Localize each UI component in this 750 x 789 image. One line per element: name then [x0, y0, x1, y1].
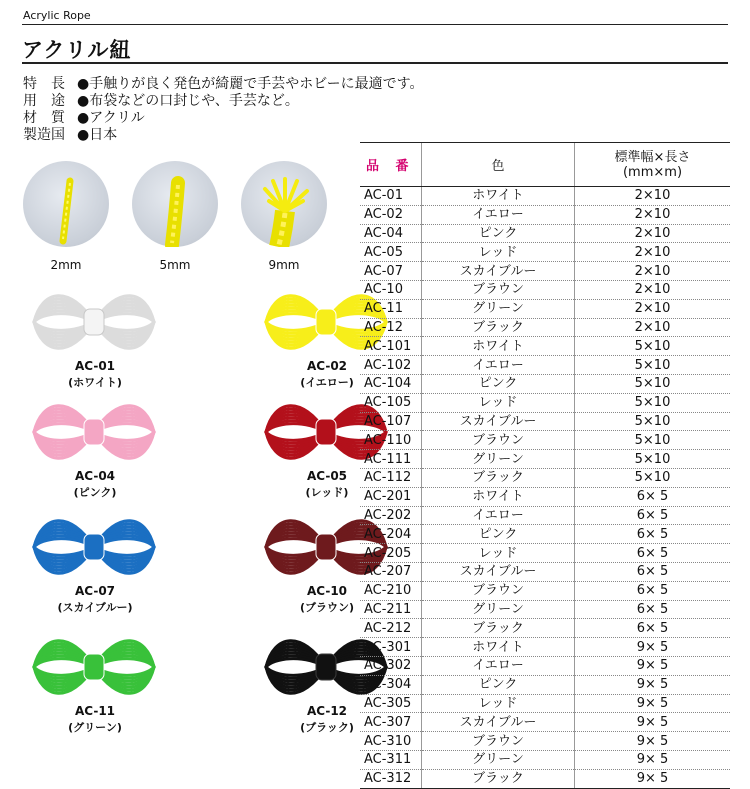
- size-cell: 2×10: [575, 224, 731, 243]
- product-code-cell: AC-304: [360, 675, 422, 694]
- table-row: [360, 318, 730, 337]
- size-cell: 5×10: [575, 374, 731, 393]
- product-code-cell: AC-205: [360, 544, 422, 563]
- product-color-label: (ホワイト): [68, 376, 122, 389]
- rope-9mm-icon: [241, 161, 327, 247]
- header-divider: [22, 24, 728, 25]
- color-cell: ホワイト: [422, 187, 575, 206]
- table-row: [360, 525, 730, 544]
- size-cell: 2×10: [575, 262, 731, 281]
- size-cell: 5×10: [575, 337, 731, 356]
- rope-bundle-icon: [20, 395, 170, 470]
- product-code-cell: AC-101: [360, 337, 422, 356]
- spec-value: ●布袋などの口封じや、手芸など。: [77, 93, 299, 109]
- product-code-cell: AC-02: [360, 205, 422, 224]
- size-cell: 2×10: [575, 205, 731, 224]
- size-cell: 5×10: [575, 356, 731, 375]
- product-color-label: (スカイブルー): [57, 601, 133, 614]
- spec-row-usage: [23, 93, 424, 110]
- table-row: [360, 224, 730, 243]
- column-header-size: [575, 143, 731, 187]
- product-code-cell: AC-312: [360, 769, 422, 788]
- color-cell: グリーン: [422, 750, 575, 769]
- table-row: [360, 638, 730, 657]
- product-code-cell: AC-11: [360, 299, 422, 318]
- table-row: [360, 619, 730, 638]
- size-cell: 2×10: [575, 280, 731, 299]
- spec-value: ●アクリル: [77, 110, 145, 126]
- color-cell: ブラック: [422, 769, 575, 788]
- product-code-cell: AC-210: [360, 581, 422, 600]
- size-cell: 9× 5: [575, 750, 731, 769]
- table-row: [360, 675, 730, 694]
- product-code-cell: AC-05: [360, 243, 422, 262]
- sample-2mm-label: 2mm: [50, 258, 82, 272]
- product-code-cell: AC-110: [360, 431, 422, 450]
- color-cell: ブラウン: [422, 280, 575, 299]
- size-cell: 6× 5: [575, 600, 731, 619]
- table-row: [360, 694, 730, 713]
- size-header-line2: (mm×m): [622, 164, 683, 180]
- product-code-cell: AC-07: [360, 262, 422, 281]
- product-code-cell: AC-212: [360, 619, 422, 638]
- size-cell: 9× 5: [575, 675, 731, 694]
- product-code-cell: AC-12: [360, 318, 422, 337]
- spec-value: ●日本: [77, 127, 118, 143]
- color-cell: ブラック: [422, 318, 575, 337]
- table-row: [360, 769, 730, 788]
- color-cell: レッド: [422, 544, 575, 563]
- spec-key: 材 質: [23, 110, 65, 126]
- product-color-label: (レッド): [305, 486, 349, 499]
- product-code-cell: AC-202: [360, 506, 422, 525]
- table-row: [360, 544, 730, 563]
- size-cell: 9× 5: [575, 732, 731, 751]
- product-code-cell: AC-102: [360, 356, 422, 375]
- size-cell: 6× 5: [575, 506, 731, 525]
- product-image-ac-11: [20, 630, 170, 709]
- column-header-code: 品 番: [360, 143, 422, 187]
- table-row: [360, 600, 730, 619]
- product-code-cell: AC-301: [360, 638, 422, 657]
- size-cell: 6× 5: [575, 581, 731, 600]
- rope-bundle-icon: [20, 510, 170, 585]
- product-code-label: AC-11: [74, 704, 116, 718]
- product-image-ac-04: [20, 395, 170, 474]
- color-cell: ピンク: [422, 374, 575, 393]
- color-cell: イエロー: [422, 356, 575, 375]
- product-code-cell: AC-305: [360, 694, 422, 713]
- table-row: [360, 243, 730, 262]
- color-cell: スカイブルー: [422, 562, 575, 581]
- table-row: [360, 713, 730, 732]
- size-cell: 6× 5: [575, 619, 731, 638]
- product-image-ac-07: [20, 510, 170, 589]
- spec-key: 特 長: [23, 76, 65, 92]
- spec-table: [360, 142, 730, 789]
- product-code-label: AC-07: [74, 584, 116, 598]
- size-cell: 2×10: [575, 243, 731, 262]
- color-cell: スカイブルー: [422, 262, 575, 281]
- table-row: [360, 431, 730, 450]
- spec-key: 製造国: [23, 127, 65, 143]
- table-row: [360, 750, 730, 769]
- product-code-cell: AC-04: [360, 224, 422, 243]
- product-image-ac-01: [20, 285, 170, 364]
- title-divider: [22, 62, 728, 64]
- color-cell: イエロー: [422, 205, 575, 224]
- product-code-cell: AC-311: [360, 750, 422, 769]
- rope-bundle-icon: [20, 630, 170, 705]
- product-code-cell: AC-302: [360, 656, 422, 675]
- column-header-color: 色: [422, 143, 575, 187]
- size-cell: 2×10: [575, 187, 731, 206]
- color-cell: ブラック: [422, 468, 575, 487]
- table-row: [360, 393, 730, 412]
- size-cell: 6× 5: [575, 562, 731, 581]
- product-code-label: AC-12: [306, 704, 348, 718]
- rope-2mm-icon: [23, 161, 109, 247]
- spec-list: [23, 76, 424, 144]
- size-cell: 6× 5: [575, 544, 731, 563]
- color-cell: スカイブルー: [422, 412, 575, 431]
- english-title: Acrylic Rope: [23, 9, 91, 22]
- product-code-cell: AC-111: [360, 450, 422, 469]
- size-cell: 5×10: [575, 431, 731, 450]
- product-code-cell: AC-112: [360, 468, 422, 487]
- product-code-cell: AC-307: [360, 713, 422, 732]
- sample-2mm-image: [23, 161, 109, 247]
- size-cell: 9× 5: [575, 694, 731, 713]
- color-cell: レッド: [422, 243, 575, 262]
- table-row: [360, 337, 730, 356]
- product-code-cell: AC-107: [360, 412, 422, 431]
- size-cell: 5×10: [575, 468, 731, 487]
- table-row: [360, 506, 730, 525]
- size-cell: 9× 5: [575, 769, 731, 788]
- product-code-cell: AC-310: [360, 732, 422, 751]
- color-cell: ホワイト: [422, 638, 575, 657]
- size-cell: 6× 5: [575, 487, 731, 506]
- table-row: [360, 412, 730, 431]
- product-code-label: AC-01: [74, 359, 116, 373]
- product-color-label: (ピンク): [73, 486, 117, 499]
- table-row: [360, 356, 730, 375]
- product-code-cell: AC-10: [360, 280, 422, 299]
- table-header-row: [360, 143, 730, 187]
- color-cell: ホワイト: [422, 487, 575, 506]
- sample-5mm-label: 5mm: [159, 258, 191, 272]
- page-title: アクリル紐: [22, 38, 132, 62]
- color-cell: グリーン: [422, 299, 575, 318]
- product-code-label: AC-02: [306, 359, 348, 373]
- table-row: [360, 450, 730, 469]
- size-cell: 9× 5: [575, 638, 731, 657]
- color-cell: レッド: [422, 694, 575, 713]
- color-cell: ピンク: [422, 224, 575, 243]
- table-row: [360, 581, 730, 600]
- size-cell: 9× 5: [575, 656, 731, 675]
- product-code-label: AC-05: [306, 469, 348, 483]
- size-header-line1: 標準幅×長さ: [614, 149, 691, 165]
- size-cell: 6× 5: [575, 525, 731, 544]
- spec-value: ●手触りが良く発色が綺麗で手芸やホビーに最適です。: [77, 76, 424, 92]
- spec-key: 用 途: [23, 93, 65, 109]
- sample-9mm-label: 9mm: [268, 258, 300, 272]
- product-code-cell: AC-211: [360, 600, 422, 619]
- color-cell: イエロー: [422, 656, 575, 675]
- spec-row-feature: [23, 76, 424, 93]
- size-cell: 5×10: [575, 393, 731, 412]
- rope-5mm-icon: [132, 161, 218, 247]
- color-cell: グリーン: [422, 600, 575, 619]
- color-cell: ピンク: [422, 525, 575, 544]
- product-color-label: (グリーン): [68, 721, 122, 734]
- color-cell: イエロー: [422, 506, 575, 525]
- table-row: [360, 732, 730, 751]
- table-row: [360, 299, 730, 318]
- color-cell: ブラウン: [422, 732, 575, 751]
- product-code-cell: AC-01: [360, 187, 422, 206]
- table-row: [360, 280, 730, 299]
- product-color-label: (ブラウン): [299, 601, 355, 614]
- color-cell: レッド: [422, 393, 575, 412]
- table-row: [360, 187, 730, 206]
- product-color-label: (イエロー): [300, 376, 354, 389]
- spec-row-material: [23, 110, 424, 127]
- color-cell: ピンク: [422, 675, 575, 694]
- color-cell: ブラウン: [422, 581, 575, 600]
- size-cell: 5×10: [575, 412, 731, 431]
- table-row: [360, 656, 730, 675]
- size-cell: 2×10: [575, 318, 731, 337]
- product-code-cell: AC-207: [360, 562, 422, 581]
- product-code-cell: AC-104: [360, 374, 422, 393]
- table-row: [360, 205, 730, 224]
- table-row: [360, 468, 730, 487]
- table-row: [360, 374, 730, 393]
- sample-5mm-image: [132, 161, 218, 247]
- color-cell: ホワイト: [422, 337, 575, 356]
- product-code-cell: AC-204: [360, 525, 422, 544]
- table-row: [360, 562, 730, 581]
- color-cell: スカイブルー: [422, 713, 575, 732]
- product-code-label: AC-04: [74, 469, 116, 483]
- product-color-label: (ブラック): [300, 721, 354, 734]
- color-cell: グリーン: [422, 450, 575, 469]
- table-row: [360, 487, 730, 506]
- product-code-cell: AC-201: [360, 487, 422, 506]
- sample-9mm-image: [241, 161, 327, 247]
- size-cell: 2×10: [575, 299, 731, 318]
- size-cell: 9× 5: [575, 713, 731, 732]
- table-row: [360, 262, 730, 281]
- product-code-cell: AC-105: [360, 393, 422, 412]
- color-cell: ブラック: [422, 619, 575, 638]
- size-cell: 5×10: [575, 450, 731, 469]
- color-cell: ブラウン: [422, 431, 575, 450]
- rope-bundle-icon: [20, 285, 170, 360]
- product-code-label: AC-10: [306, 584, 348, 598]
